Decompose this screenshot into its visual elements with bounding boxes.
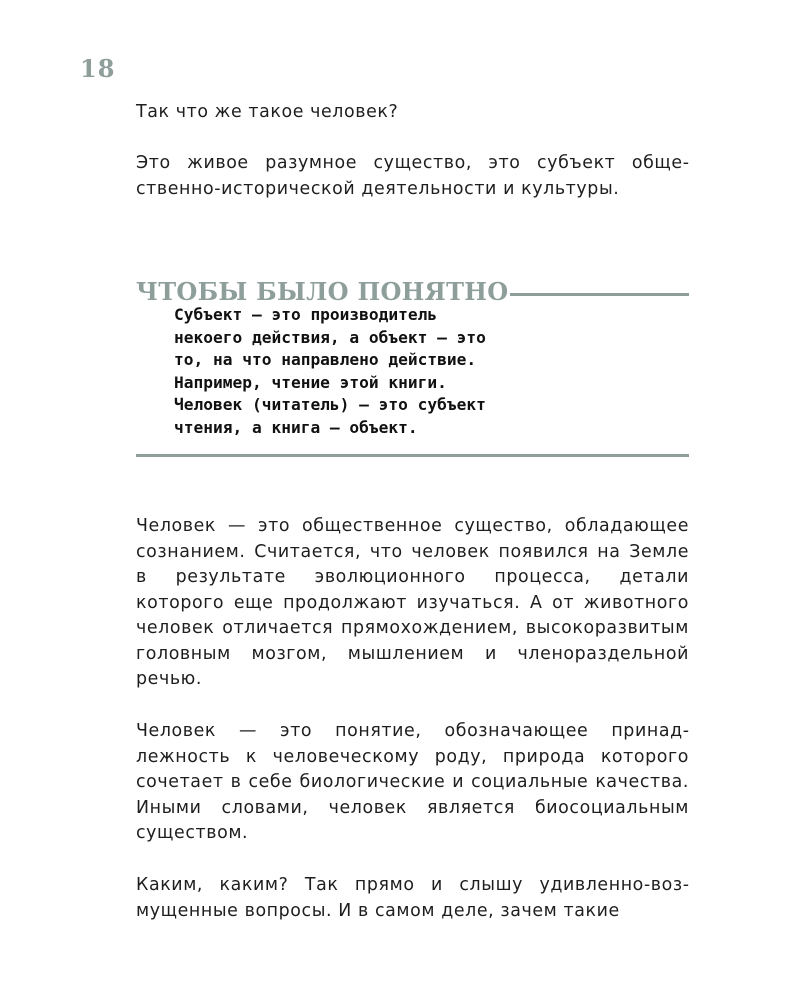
callout-body: Субъект — это производитель некоего действия, а объект — это то, на что направлено действие. Например, чтение этой книги. Человек (читатель) — это субъект чтения, а книга — объект. (174, 305, 486, 437)
callout-bottom-rule (136, 454, 689, 457)
page-number: 18 (80, 54, 116, 83)
intro-answer: Это живое разумное существо, это субъект общественно-исторической деятельности и культуры. (136, 153, 689, 199)
callout-header (136, 277, 689, 307)
callout-title-rule (510, 293, 689, 296)
paragraph-social-being: Человек — это общественное существо, обладающее сознанием. Считается, что человек появился на Земле в результате эволюционного процесса, детали которого еще продолжают изучаться. А от животного человек отличается прямохождением, высокоразвитым головным мозгом, мышлением и членораздельной речью. (136, 516, 689, 689)
callout-title: ЧТОБЫ БЫЛО ПОНЯТНО (136, 277, 509, 306)
paragraph-questions: Каким, каким? Так прямо и слышу удивленно-возмущенные вопросы. И в самом деле, зачем такие (136, 875, 689, 921)
intro-question: Так что же такое человек? (136, 102, 399, 122)
paragraph-biosocial: Человек — это понятие, обозначающее принадлежность к человеческому роду, природа которого сочетает в себе биологические и социальные качества. Иными словами, человек является биосоциальным существом. (136, 721, 689, 843)
